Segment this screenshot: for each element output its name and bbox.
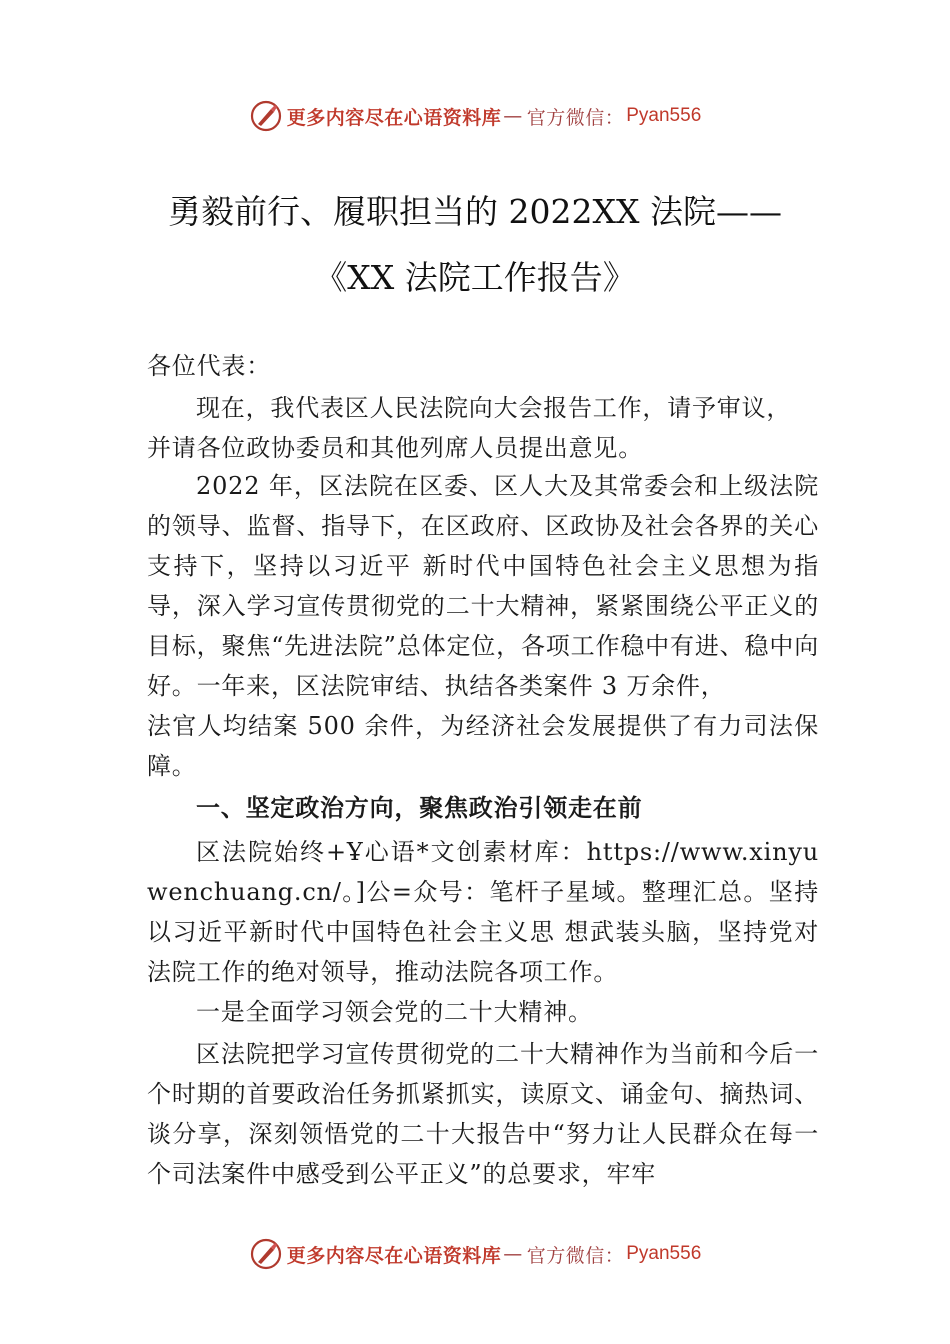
paragraph-section1-text: 区法院始终+Ұ心语*文创素材库：https://www.xinyuwenchuang.cn/。]公=众号：笔杆子星域。整理汇总。坚持以习近平新时代中国特色社会主义思 想武装头脑，坚持党对法院工作的绝对领导，推动法院各项工作。: [147, 838, 819, 986]
pen-logo-icon: [249, 1237, 283, 1271]
document-title-line2: 《XX 法院工作报告》: [314, 258, 636, 297]
paragraph-summary: [147, 466, 819, 786]
paragraph-point1: [147, 992, 819, 1032]
footer-watermark: [0, 1234, 950, 1274]
watermark-label: 官方微信：: [526, 106, 625, 129]
watermark-separator: —: [503, 1243, 523, 1265]
paragraph-section1: [147, 832, 819, 992]
watermark-brand: 更多内容尽在心语资料库: [286, 106, 502, 129]
section-heading-1: [147, 788, 819, 828]
watermark-code: Pyan556: [626, 105, 702, 126]
paragraph-point1-detail-text: 区法院把学习宣传贯彻党的二十大精神作为当前和今后一个时期的首要政治任务抓紧抓实，读原文、诵金句、摘热词、谈分享，深刻领悟党的二十大报告中“努力让人民群众在每一个司法案件中感受到公平正义”的总要求，牢牢: [147, 1040, 819, 1188]
document-title-line1: 勇毅前行、履职担当的 2022XX 法院——: [168, 192, 782, 231]
pen-logo-icon: [249, 99, 283, 133]
watermark-separator: —: [503, 105, 523, 127]
paragraph-point1-text: 一是全面学习领会党的二十大精神。: [196, 998, 593, 1026]
paragraph-summary-tail: 法官人均结案 500 余件，为经济社会发展提供了有力司法保障。: [147, 712, 819, 780]
watermark-brand: 更多内容尽在心语资料库: [286, 1244, 502, 1267]
paragraph-intro-line2: 并请各位政协委员和其他列席人员提出意见。: [147, 434, 643, 462]
header-watermark: [0, 96, 950, 136]
paragraph-intro: [147, 388, 819, 468]
watermark-label: 官方微信：: [526, 1244, 625, 1267]
section-heading-1-text: 一、坚定政治方向，聚焦政治引领走在前: [196, 794, 643, 822]
paragraph-point1-detail: [147, 1034, 819, 1194]
paragraph-intro-line1: 现在，我代表区人民法院向大会报告工作，请予审议，: [196, 394, 792, 422]
salutation: 各位代表：: [147, 352, 271, 380]
paragraph-summary-main: 2022 年，区法院在区委、区人大及其常委会和上级法院的领导、监督、指导下，在区政府、区政协及社会各界的关心支持下，坚持以习近平 新时代中国特色社会主义思想为指导，深入学习宣传贯彻党的二十大精神，紧紧围绕公平正义的目标，聚焦“先进法院”总体定位，各项工作稳中有进、稳中向好。一年来，区法院审结、执结各类案件 3 万余件，: [147, 472, 819, 700]
watermark-code: Pyan556: [626, 1243, 702, 1264]
